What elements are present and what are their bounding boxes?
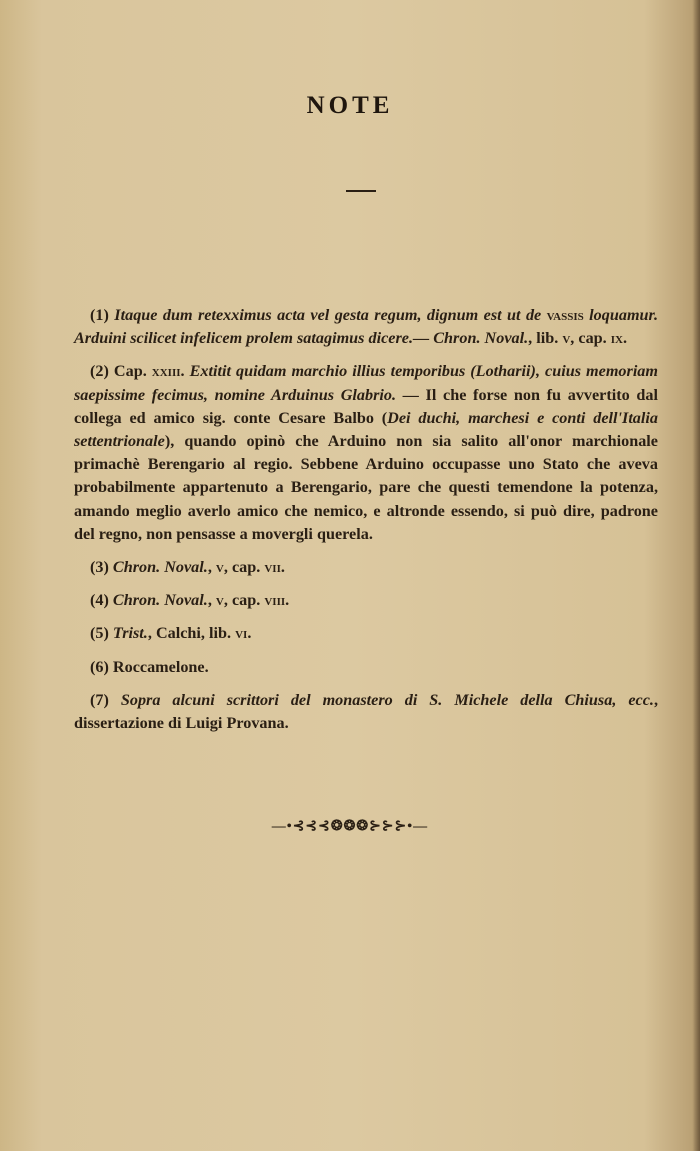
footnote-text: . bbox=[247, 624, 252, 643]
footnote-text: . bbox=[623, 329, 628, 348]
footnote-text: , bbox=[207, 558, 216, 577]
footnote-6 bbox=[74, 656, 658, 679]
footnote-text: ix bbox=[610, 329, 623, 348]
footnote-text: viii bbox=[264, 591, 286, 610]
footnote-7 bbox=[74, 689, 658, 735]
footnote-text: , bbox=[207, 591, 216, 610]
footnote-text: (2) Cap. bbox=[90, 362, 152, 381]
footnote-text: v bbox=[562, 329, 571, 348]
footnote-text: , cap. bbox=[223, 591, 265, 610]
footnote-text: Chron. Noval. bbox=[112, 591, 208, 610]
footnote-text: . bbox=[180, 362, 190, 381]
footnote-text: , lib. bbox=[528, 329, 563, 348]
footnote-1 bbox=[74, 304, 658, 350]
footnote-text: (3) bbox=[90, 558, 113, 577]
footnote-text: xxiii bbox=[151, 362, 181, 381]
footnote-text: . bbox=[280, 558, 285, 577]
page-edge-shadow bbox=[692, 0, 700, 1151]
footnote-text: v bbox=[215, 591, 224, 610]
page-title: NOTE bbox=[306, 92, 394, 119]
footnote-2 bbox=[74, 360, 658, 546]
footnote-text: (7) bbox=[90, 690, 121, 709]
footnote-text: vii bbox=[264, 558, 281, 577]
footnote-text: (5) bbox=[90, 624, 113, 643]
title-rule bbox=[346, 190, 376, 192]
footnote-text: vi bbox=[235, 624, 248, 643]
footnote-4 bbox=[74, 589, 658, 612]
footnote-text: (6) Roccamelone. bbox=[90, 657, 209, 676]
footnote-text: , cap. bbox=[223, 558, 265, 577]
footnote-text: , dissertazione di Luigi Provana. bbox=[74, 690, 658, 733]
footnote-text: Extitit quidam marchio illius temporibus (Lotharii), cuius memoriam saepissime fecimus, nomine Arduinus Glabrio. bbox=[74, 362, 658, 404]
end-ornament: —•⊰⊰⊰❂❂❂⊱⊱⊱•— bbox=[271, 819, 429, 834]
footnote-text: Itaque dum retexximus acta vel gesta regum, dignum est ut de bbox=[114, 306, 547, 324]
footnote-text: (1) bbox=[90, 306, 115, 324]
footnote-text: Trist. bbox=[112, 624, 148, 643]
footnote-text: , cap. bbox=[570, 329, 611, 348]
footnote-3 bbox=[74, 556, 658, 579]
footnote-text: — Il che forse non fu avvertito dal collega ed amico sig. conte Cesare Balbo ( bbox=[74, 385, 658, 427]
footnote-text: Chron. Noval. bbox=[112, 558, 208, 577]
notes-list bbox=[74, 304, 658, 745]
footnote-text: v bbox=[215, 558, 224, 577]
footnote-text: Sopra alcuni scrittori del monastero di S. Michele della Chiusa, ecc. bbox=[120, 690, 654, 709]
footnote-5 bbox=[74, 622, 658, 645]
footnote-text: vassis bbox=[546, 306, 584, 324]
footnote-text: ), quando opinò che Arduino non sia salito all'onor marchionale primachè Berengario al regio. Sebbene Arduino occupasse uno Stato che aveva probabilmente appartenuto a Berengario, pare che questi temendone la potenza, amando meglio averlo amico che nemico, e altronde essendo, si può dire, padrone del regno, non pensasse a movergli querela. bbox=[74, 432, 658, 543]
footnote-text: . bbox=[285, 591, 290, 610]
footnote-text: Dei duchi, marchesi e conti dell'Italia settentrionale bbox=[74, 408, 658, 451]
footnote-text: , Calchi, lib. bbox=[147, 624, 236, 643]
footnote-text: (4) bbox=[90, 591, 113, 610]
footnote-text: loquamur. Arduini scilicet infelicem prolem satagimus dicere.— Chron. Noval. bbox=[74, 306, 659, 348]
